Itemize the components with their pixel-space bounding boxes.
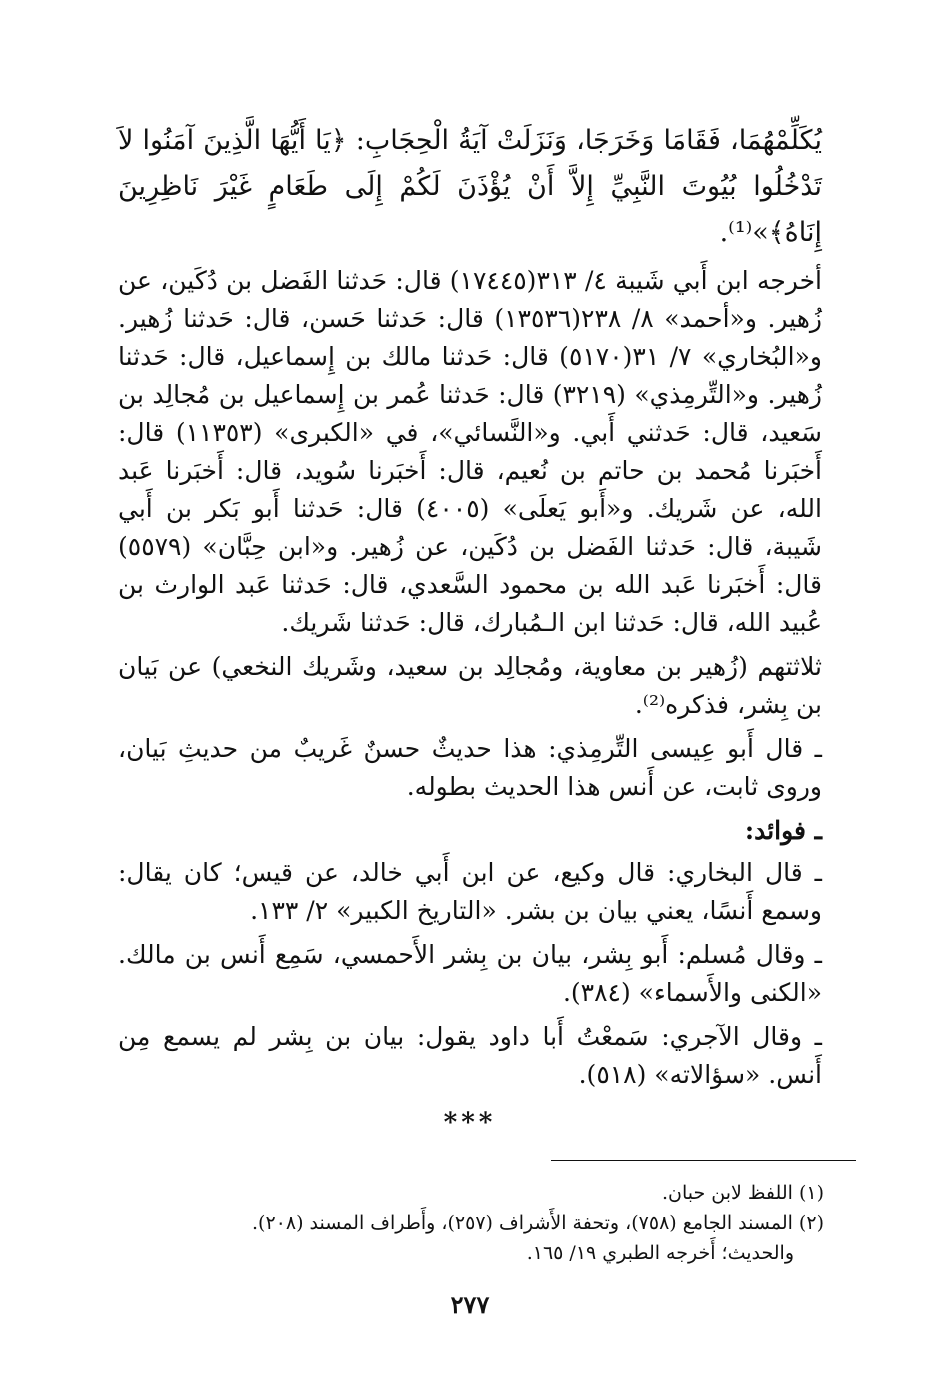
page-number: ٢٧٧ xyxy=(450,1290,490,1319)
benefit-item: ـ وقال مُسلم: أَبو بِشر، بيان بن بِشر الأَحمسي، سَمِع أَنس بن مالك. «الكنى والأَسماء» (٣٨٤). xyxy=(118,940,822,1007)
footnote-2-continuation: والحديث؛ أَخرجه الطبري ١٩/ ١٦٥. xyxy=(526,1242,794,1264)
footnote-2: (٢) المسند الجامع (٧٥٨)، وتحفة الأَشراف (٢٥٧)، وأَطراف المسند (٢٠٨). xyxy=(252,1212,824,1234)
section-ornament: *** xyxy=(443,1108,497,1138)
benefit-item: ـ قال البخاري: قال وكيع، عن ابن أَبي خالد، عن قيس؛ كان يقال: وسمع أَنسًا، يعني بيان بن بشر. «التاريخ الكبير» ٢/ ١٣٣. xyxy=(118,858,822,925)
footnote-1: (١) اللفظ لابن حبان. xyxy=(661,1182,824,1204)
quran-verse-paragraph: يُكَلِّمْهُمَا، فَقَامَا وَخَرَجَا، وَنَزَلَتْ آيَةُ الْحِجَابِ: ﴿يَا أَيُّهَا الَّذِينَ آمَنُوا لاَ تَدْخُلُوا بُيُوتَ النَّبِيِّ إِلاَّ أَنْ يُؤْذَنَ لَكُمْ إِلَى طَعَامٍ غَيْرَ نَاظِرِينَ إِنَاهُ﴾»⁽¹⁾. xyxy=(118,125,822,248)
page-body xyxy=(118,118,822,1138)
narrators-paragraph: ثلاثتهم (زُهير بن معاوية، ومُجالِد بن سعيد، وشَريك النخعي) عن بَيان بن بِشر، فذكره⁽²⁾. xyxy=(118,652,822,719)
benefit-item: ـ وقال الآجري: سَمعْتُ أَبا داود يقول: بيان بن بِشر لم يسمع مِن أَنس. «سؤالاته» (٥١٨). xyxy=(118,1022,822,1089)
tirmidhi-comment-paragraph: ـ قال أَبو عِيسى التِّرمِذي: هذا حديثٌ حسنٌ غَريبٌ من حديثِ بَيان، وروى ثابت، عن أَنس هذا الحديث بطوله. xyxy=(118,734,822,801)
footnote-divider xyxy=(551,1160,856,1161)
footnotes xyxy=(100,1178,824,1268)
takhrij-paragraph: أخرجه ابن أَبي شَيبة ٤/ ٣١٣(١٧٤٤٥) قال: حَدثنا الفَضل بن دُكَين، عن زُهير. و«أحمد» ٨/ ٢٣٨(١٣٥٣٦) قال: حَدثنا حَسن، قال: حَدثنا زُهير. و«البُخاري» ٧/ ٣١(٥١٧٠) قال: حَدثنا مالك بن إِسماعيل، قال: حَدثنا زُهير. و«التِّرمِذي» (٣٢١٩) قال: حَدثنا عُمر بن إِسماعيل بن مُجالِد بن سَعيد، قال: حَدثني أَبي. و«النَّسائي»، في «الكبرى» (١١٣٥٣) قال: أَخبَرنا مُحمد بن حاتم بن نُعيم، قال: أَخبَرنا سُويد، قال: أَخبَرنا عَبد الله، عن شَريك. و«أَبو يَعلَى» (٤٠٠٥) قال: حَدثنا أَبو بَكر بن أَبي شَيبة، قال: حَدثنا الفَضل بن دُكَين، عن زُهير. و«ابن حِبَّان» (٥٥٧٩) قال: أَخبَرنا عَبد الله بن محمود السَّعدي، قال: حَدثنا عَبد الوارث بن عُبيد الله، قال: حَدثنا ابن الـمُبارك، قال: حَدثنا شَريك. xyxy=(118,266,822,637)
benefits-heading: ـ فوائد: xyxy=(744,816,822,845)
